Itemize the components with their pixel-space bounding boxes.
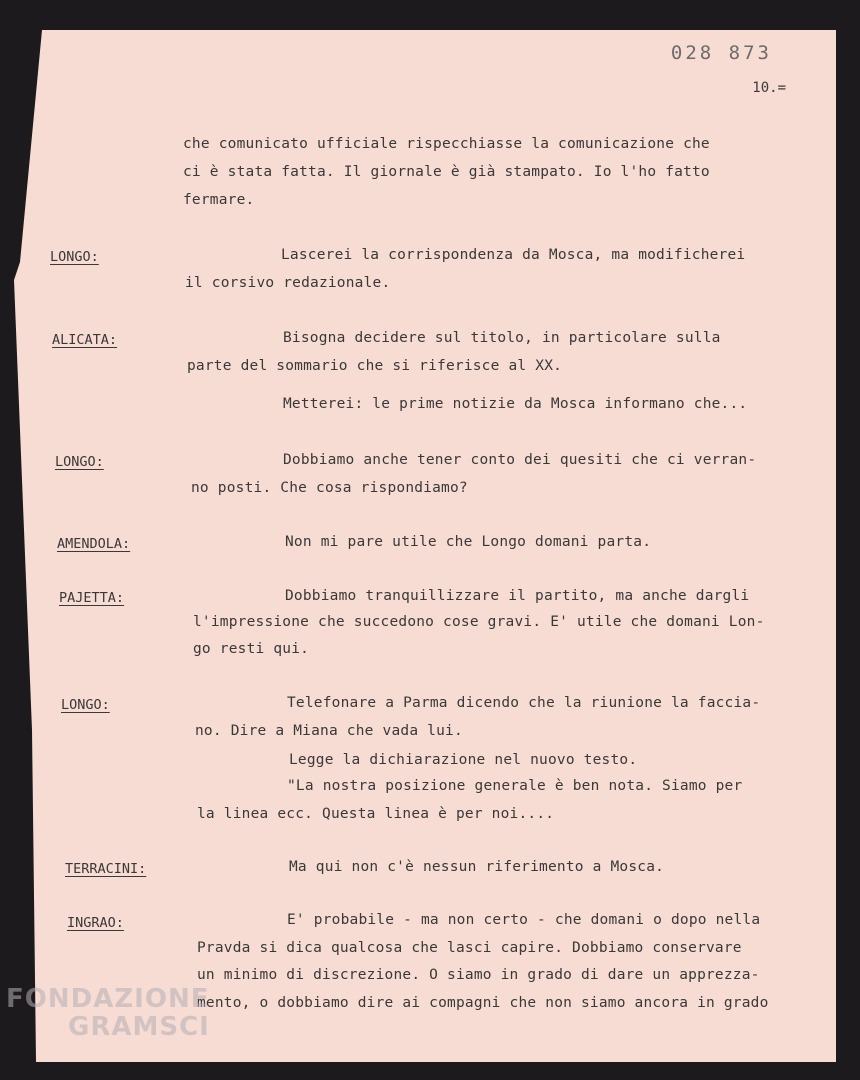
text-line: parte del sommario che si riferisce al XX. [187, 358, 563, 374]
text-line: mento, o dobbiamo dire ai compagni che non siamo ancora in grado [197, 995, 769, 1011]
text-line: no posti. Che cosa rispondiamo? [191, 480, 468, 496]
text-line: Metterei: le prime notizie da Mosca informano che... [283, 396, 748, 412]
text-line: ci è stata fatta. Il giornale è già stampato. Io l'ho fatto [183, 164, 710, 180]
text-line: Lascerei la corrispondenza da Mosca, ma modificherei [281, 247, 746, 263]
speaker-label-pajetta: PAJETTA: [59, 590, 125, 606]
speaker-label-alicata: ALICATA: [52, 332, 118, 348]
text-line: Telefonare a Parma dicendo che la riunione la faccia- [287, 695, 761, 711]
text-line: Non mi pare utile che Longo domani parta. [285, 534, 652, 550]
speaker-label-longo: LONGO: [61, 697, 110, 713]
text-line: che comunicato ufficiale rispecchiasse la comunicazione che [183, 136, 710, 152]
speaker-label-ingrao: INGRAO: [67, 915, 124, 931]
text-line: il corsivo redazionale. [185, 275, 391, 291]
page-number: 10.= [752, 80, 786, 96]
text-line: Pravda si dica qualcosa che lasci capire. Dobbiamo conservare [197, 940, 742, 956]
text-line: "La nostra posizione generale è ben nota. Siamo per [287, 778, 743, 794]
text-line: go resti qui. [193, 641, 310, 657]
text-line: l'impressione che succedono cose gravi. E' utile che domani Lon- [193, 614, 765, 630]
text-line: Ma qui non c'è nessun riferimento a Mosca. [289, 859, 665, 875]
text-line: un minimo di discrezione. O siamo in grado di dare un apprezza- [197, 967, 760, 983]
speaker-label-terracini: TERRACINI: [65, 861, 147, 877]
text-line: Bisogna decidere sul titolo, in particolare sulla [283, 330, 721, 346]
fondazione-gramsci-watermark: FONDAZIONE GRAMSCI [6, 984, 210, 1042]
text-line: fermare. [183, 192, 255, 208]
text-line: Legge la dichiarazione nel nuovo testo. [289, 752, 638, 768]
speaker-label-longo: LONGO: [55, 454, 104, 470]
speaker-label-amendola: AMENDOLA: [57, 536, 131, 552]
text-line: Dobbiamo tranquillizzare il partito, ma anche dargli [285, 588, 750, 604]
document-number: 028 873 [670, 42, 772, 64]
text-line: no. Dire a Miana che vada lui. [195, 723, 463, 739]
text-line: la linea ecc. Questa linea è per noi.... [197, 806, 555, 822]
text-line: E' probabile - ma non certo - che domani o dopo nella [287, 912, 761, 928]
text-line: Dobbiamo anche tener conto dei quesiti che ci verran- [283, 452, 757, 468]
speaker-label-longo: LONGO: [50, 249, 99, 265]
